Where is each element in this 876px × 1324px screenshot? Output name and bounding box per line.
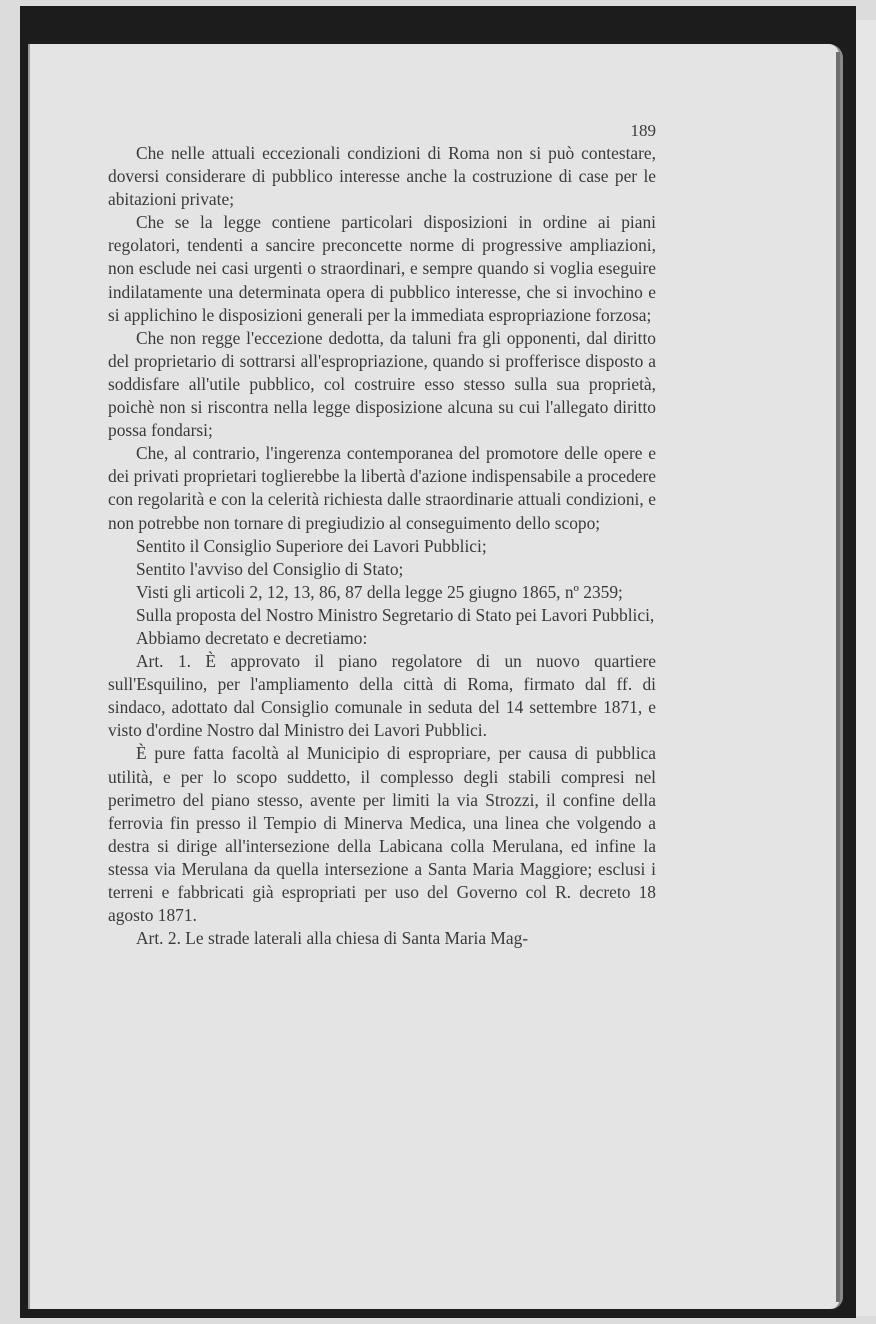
- paragraph: Sentito il Consiglio Superiore dei Lavori Pubblici;: [136, 535, 487, 556]
- paragraph: Che se la legge contiene particolari disposizioni in ordine ai piani regolatori, tendenti a sancire preconcette norme di progressive ampliazioni, non esclude nei casi urgenti o straordinari, e sempre quando si voglia eseguire indilatamente una determinata opera di pubblico interesse, che si invochino e si applichino le disposizioni generali per la immediata espropriazione forzosa;: [108, 212, 656, 325]
- paragraph: Che nelle attuali eccezionali condizioni di Roma non si può contestare, doversi considerare di pubblico interesse anche la costruzione di case per le abitazioni private;: [108, 143, 656, 210]
- paragraph: Che, al contrario, l'ingerenza contemporanea del promotore delle opere e dei privati proprietari toglierebbe la libertà d'azione indispensabile a procedere con regolarità e con la celerità richiesta dalle straordinarie attuali condizioni, e non potrebbe non tornare di pregiudizio al conseguimento dello scopo;: [108, 443, 656, 533]
- paragraph: Sulla proposta del Nostro Ministro Segretario di Stato pei Lavori Pubblici,: [136, 604, 655, 625]
- article-2: Art. 2. Le strade laterali alla chiesa di Santa Maria Mag-: [136, 928, 529, 949]
- page-edge: [836, 52, 840, 1302]
- scan-margin: [856, 20, 876, 1316]
- page-body: [108, 120, 656, 950]
- paragraph: Sentito l'avviso del Consiglio di Stato;: [136, 558, 404, 579]
- paragraph: È pure fatta facoltà al Municipio di espropriare, per causa di pubblica utilità, e per lo scopo suddetto, il complesso degli stabili compresi nel perimetro del piano stesso, avente per limiti la via Strozzi, il confine della ferrovia fin presso il Tempio di Minerva Medica, una linea che volgendo a destra si dirige all'intersezione della Labicana colla Merulana, ed infine la stessa via Merulana da quella intersezione a Santa Maria Maggiore; esclusi i terreni e fabbricati già espropriati per uso del Governo col R. decreto 18 agosto 1871.: [108, 743, 656, 926]
- paragraph: Abbiamo decretato e decretiamo:: [136, 627, 368, 648]
- paragraph: Visti gli articoli 2, 12, 13, 86, 87 della legge 25 giugno 1865, nº 2359;: [136, 581, 623, 602]
- article-1: Art. 1. È approvato il piano regolatore di un nuovo quartiere sull'Esquilino, per l'ampliamento della città di Roma, firmato dal ff. di sindaco, adottato dal Consiglio comunale in seduta del 14 settembre 1871, e visto d'ordine Nostro dal Ministro dei Lavori Pubblici.: [108, 651, 656, 741]
- paragraph: Che non regge l'eccezione dedotta, da taluni fra gli opponenti, dal diritto del proprietario di sottrarsi all'espropriazione, quando si profferisce disposto a soddisfare all'utile pubblico, col costruire esso stesso sulla sua proprietà, poichè non si riscontra nella legge disposizione alcuna su cui l'allegato diritto possa fondarsi;: [108, 327, 656, 441]
- page-number: 189: [630, 121, 656, 140]
